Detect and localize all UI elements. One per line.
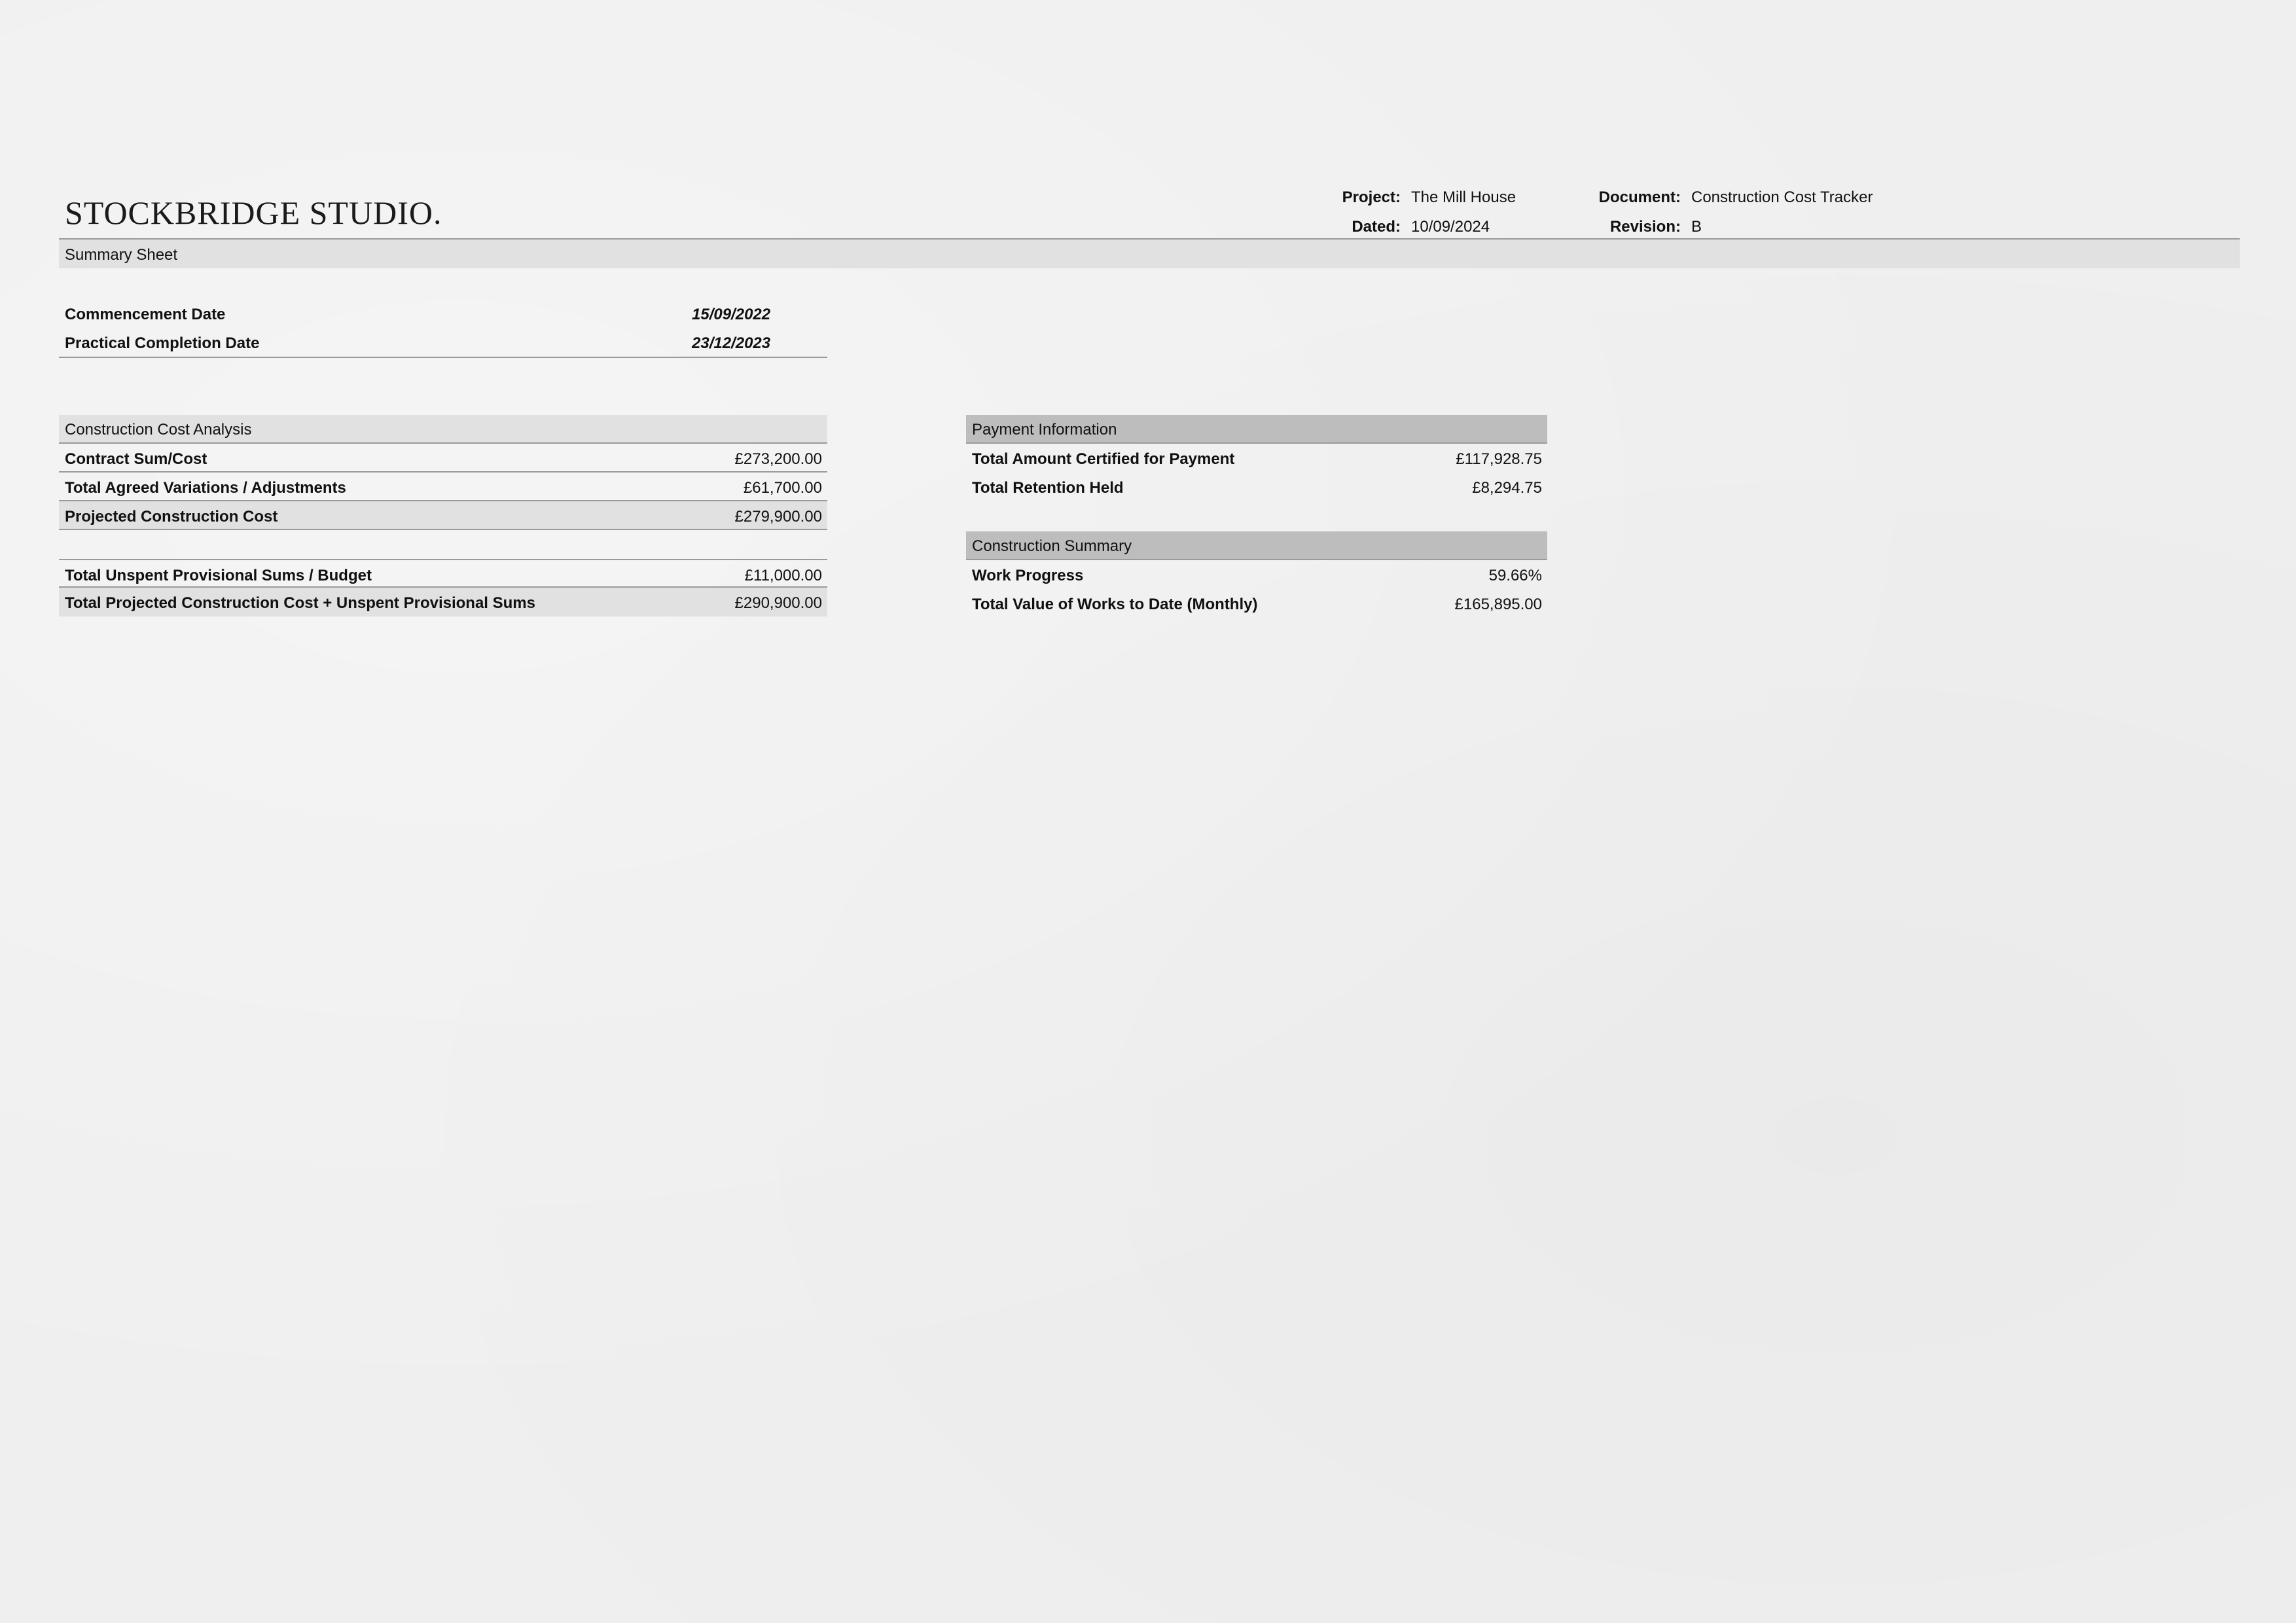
table-row bbox=[59, 501, 827, 530]
date-label: Commencement Date bbox=[65, 306, 226, 323]
meta-dated bbox=[1335, 218, 1490, 236]
table-header bbox=[59, 415, 827, 444]
meta-project bbox=[1335, 188, 1516, 207]
row-label: Total Agreed Variations / Adjustments bbox=[65, 479, 346, 497]
project-label: Project: bbox=[1342, 188, 1401, 206]
payment-info-table bbox=[966, 415, 1547, 501]
table-title: Payment Information bbox=[972, 421, 1117, 438]
table-row bbox=[59, 588, 827, 616]
row-value: £273,200.00 bbox=[734, 450, 822, 468]
row-label: Total Retention Held bbox=[972, 479, 1124, 497]
table-title: Construction Cost Analysis bbox=[65, 421, 252, 438]
date-value: 15/09/2022 bbox=[692, 306, 771, 323]
meta-document bbox=[1584, 188, 1873, 207]
row-value: £279,900.00 bbox=[734, 508, 822, 526]
sheet-title: Summary Sheet bbox=[65, 246, 178, 264]
table-row bbox=[59, 444, 827, 473]
meta-revision bbox=[1584, 218, 1702, 236]
date-row bbox=[59, 328, 827, 357]
table-row bbox=[966, 589, 1547, 618]
table-title: Construction Summary bbox=[972, 537, 1132, 555]
row-label: Total Projected Construction Cost + Unspent Provisional Sums bbox=[65, 594, 535, 612]
table-spacer bbox=[59, 530, 827, 559]
date-value: 23/12/2023 bbox=[692, 334, 771, 352]
row-label: Contract Sum/Cost bbox=[65, 450, 207, 468]
row-label: Total Amount Certified for Payment bbox=[972, 450, 1235, 468]
date-row bbox=[59, 299, 827, 328]
row-label: Work Progress bbox=[972, 567, 1084, 584]
brand-logo: STOCKBRIDGE STUDIO. bbox=[65, 194, 442, 231]
dates-divider bbox=[59, 357, 827, 358]
row-value: £8,294.75 bbox=[1472, 479, 1542, 497]
sheet-title-band bbox=[59, 240, 2240, 268]
row-label: Total Unspent Provisional Sums / Budget bbox=[65, 567, 372, 584]
row-label: Total Value of Works to Date (Monthly) bbox=[972, 596, 1258, 613]
date-label: Practical Completion Date bbox=[65, 334, 260, 352]
construction-summary-table bbox=[966, 531, 1547, 618]
table-row bbox=[59, 473, 827, 501]
document-value: Construction Cost Tracker bbox=[1691, 188, 1873, 206]
table-row bbox=[59, 559, 827, 588]
project-value: The Mill House bbox=[1411, 188, 1516, 206]
row-value: 59.66% bbox=[1488, 567, 1542, 584]
dated-value: 10/09/2024 bbox=[1411, 218, 1490, 236]
table-header bbox=[966, 415, 1547, 444]
table-row bbox=[966, 473, 1547, 501]
revision-label: Revision: bbox=[1609, 218, 1681, 236]
row-label: Projected Construction Cost bbox=[65, 508, 278, 526]
dated-label: Dated: bbox=[1352, 218, 1401, 236]
row-value: £165,895.00 bbox=[1454, 596, 1542, 613]
row-value: £117,928.75 bbox=[1456, 450, 1542, 468]
table-header bbox=[966, 531, 1547, 560]
document-label: Document: bbox=[1598, 188, 1681, 206]
cost-analysis-table bbox=[59, 415, 827, 616]
revision-value: B bbox=[1691, 218, 1702, 236]
table-row bbox=[966, 444, 1547, 473]
row-value: £290,900.00 bbox=[734, 594, 822, 612]
row-value: £61,700.00 bbox=[743, 479, 822, 497]
row-value: £11,000.00 bbox=[744, 567, 822, 584]
key-dates bbox=[59, 299, 827, 358]
table-row bbox=[966, 560, 1547, 589]
